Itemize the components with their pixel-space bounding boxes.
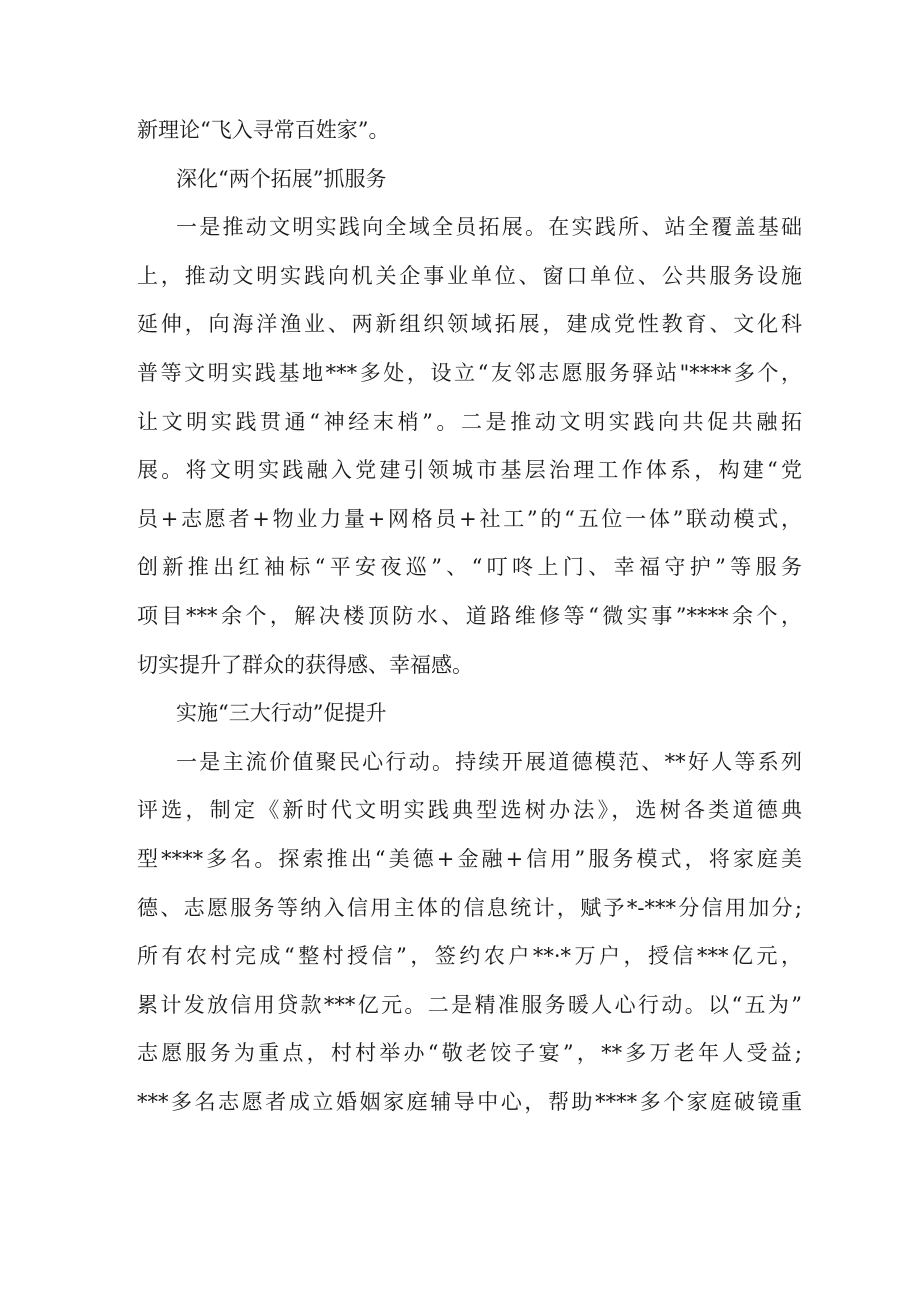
paragraph-line: ***多名志愿者成立婚姻家庭辅导中心，帮助****多个家庭破镜重 [137,1089,802,1114]
paragraph-line: 项目***余个，解决楼顶防水、道路维修等“微实事”****余个， [137,603,802,628]
section-heading: 深化“两个拓展”抓服务 [176,166,387,191]
paragraph-line: 志愿服务为重点，村村举办“敬老饺子宴”，**多万老年人受益; [137,1041,802,1066]
paragraph-line: 累计发放信用贷款***亿元。二是精准服务暖人心行动。以“五为” [137,992,802,1017]
paragraph-line: 所有农村完成“整村授信”，签约农户**·*万户，授信***亿元， [137,944,802,969]
paragraph-line: 员+志愿者+物业力量+网格员+社工”的“五位一体”联动模式， [137,506,802,531]
paragraph-line: 延伸，向海洋渔业、两新组织领域拓展，建成党性教育、文化科 [137,312,802,337]
paragraph-line: 德、志愿服务等纳入信用主体的信息统计，赋予*-***分信用加分; [137,895,802,920]
paragraph-line: 上，推动文明实践向机关企事业单位、窗口单位、公共服务设施 [137,263,802,288]
paragraph-line: 普等文明实践基地***多处，设立“友邻志愿服务驿站"****多个， [137,360,802,385]
paragraph-line: 一是推动文明实践向全域全员拓展。在实践所、站全覆盖基础 [176,215,802,240]
paragraph-line: 展。将文明实践融入党建引领城市基层治理工作体系，构建“党 [137,458,802,483]
paragraph-line: 创新推出红袖标“平安夜巡”、“叮咚上门、幸福守护”等服务 [137,555,802,580]
paragraph-line: 一是主流价值聚民心行动。持续开展道德模范、**好人等系列 [176,749,802,774]
paragraph-line: 型****多名。探索推出“美德+金融+信用”服务模式，将家庭美 [137,846,802,871]
paragraph-line: 新理论“飞入寻常百姓家”。 [137,118,390,142]
section-heading: 实施“三大行动”促提升 [176,701,387,726]
document-body [137,106,802,1126]
paragraph-line: 让文明实践贯通“神经末梢”。二是推动文明实践向共促共融拓 [137,409,802,434]
paragraph-line: 评选，制定《新时代文明实践典型选树办法》，选树各类道德典 [137,798,802,823]
paragraph-line: 切实提升了群众的获得感、幸福感。 [137,652,473,677]
